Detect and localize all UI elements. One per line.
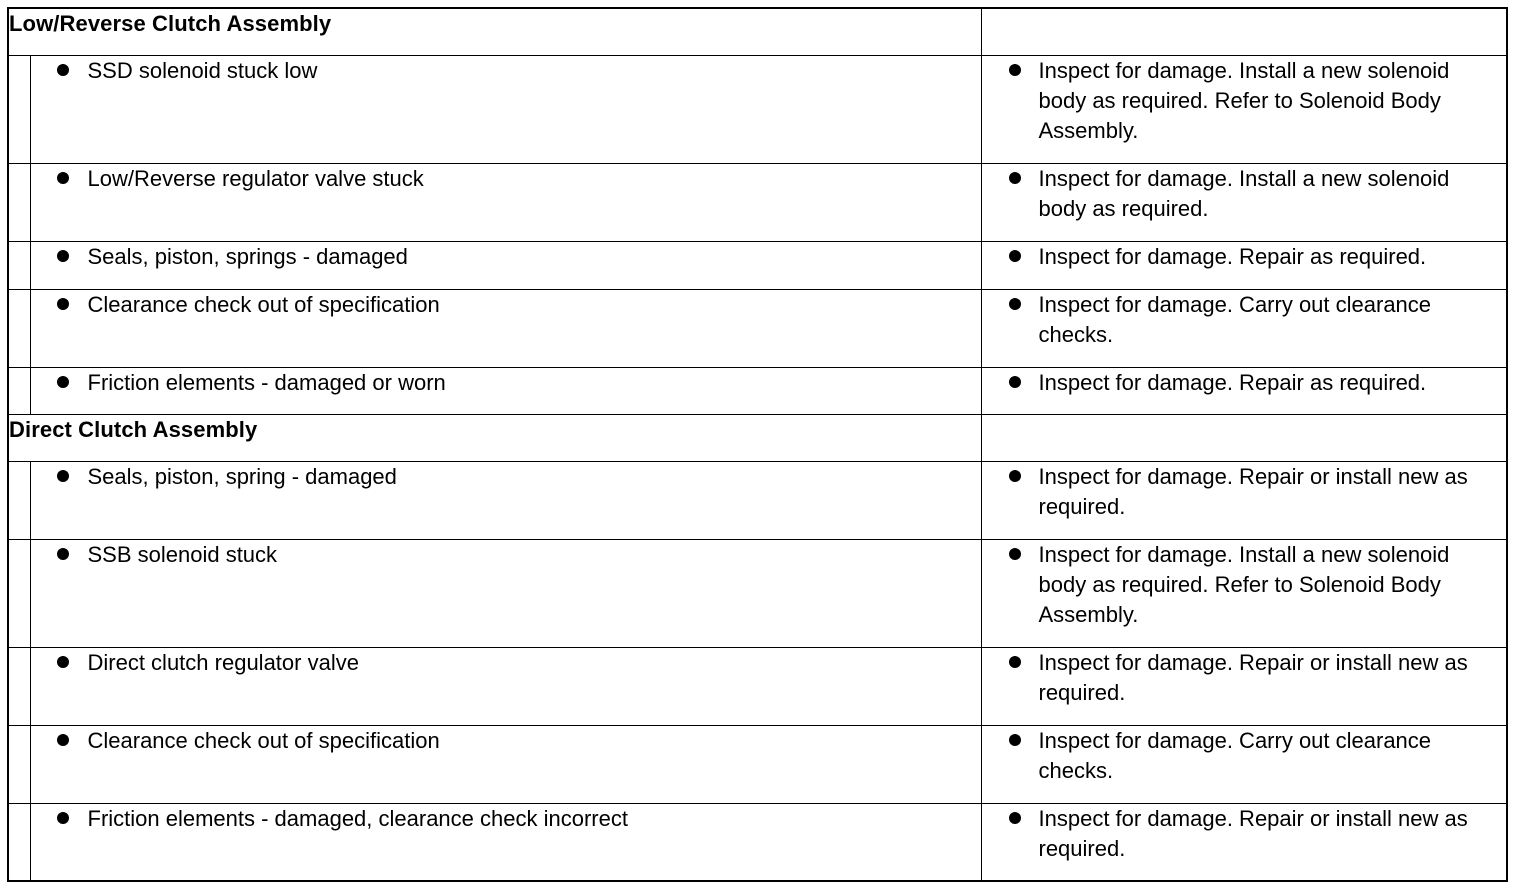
action-cell <box>981 726 1507 804</box>
table-row <box>8 368 1507 415</box>
action-text: Inspect for damage. Carry out clearance checks. <box>1038 292 1432 347</box>
bullet-icon <box>1009 734 1021 746</box>
cause-text: Direct clutch regulator valve <box>87 650 359 675</box>
cause-cell <box>30 726 981 804</box>
action-cell <box>981 164 1507 242</box>
action-cell <box>981 540 1507 648</box>
indent-cell <box>8 368 30 415</box>
indent-cell <box>8 242 30 290</box>
bullet-icon <box>57 656 69 668</box>
bullet-icon <box>57 470 69 482</box>
cause-item <box>31 648 981 678</box>
cause-cell <box>30 368 981 415</box>
action-item <box>982 726 1507 786</box>
bullet-icon <box>1009 172 1021 184</box>
bullet-icon <box>57 172 69 184</box>
cause-text: Friction elements - damaged, clearance check incorrect <box>87 806 628 831</box>
action-item <box>982 540 1507 630</box>
bullet-icon <box>1009 470 1021 482</box>
bullet-icon <box>57 376 69 388</box>
cause-cell <box>30 56 981 164</box>
indent-cell <box>8 164 30 242</box>
bullet-icon <box>1009 812 1021 824</box>
cause-item <box>31 368 981 398</box>
action-text: Inspect for damage. Repair or install new as required. <box>1038 806 1468 861</box>
action-cell <box>981 56 1507 164</box>
cause-cell <box>30 462 981 540</box>
table-row <box>8 726 1507 804</box>
action-text: Inspect for damage. Repair as required. <box>1038 370 1427 395</box>
section-title: Low/Reverse Clutch Assembly <box>8 8 981 56</box>
cause-cell <box>30 648 981 726</box>
action-cell <box>981 462 1507 540</box>
indent-cell <box>8 726 30 804</box>
cause-item <box>31 56 981 86</box>
diagnostic-table <box>7 7 1508 882</box>
diagnostic-table-body <box>8 8 1507 881</box>
indent-cell <box>8 804 30 881</box>
table-row <box>8 648 1507 726</box>
action-text: Inspect for damage. Install a new solenoid body as required. Refer to Solenoid Body Assembly. <box>1038 542 1450 627</box>
table-row <box>8 290 1507 368</box>
cause-cell <box>30 804 981 881</box>
cause-text: SSD solenoid stuck low <box>87 58 318 83</box>
bullet-icon <box>1009 298 1021 310</box>
action-text: Inspect for damage. Repair or install new as required. <box>1038 464 1468 519</box>
section-header-row <box>8 415 1507 462</box>
cause-item <box>31 462 981 492</box>
bullet-icon <box>57 298 69 310</box>
bullet-icon <box>57 548 69 560</box>
indent-cell <box>8 648 30 726</box>
cause-item <box>31 804 981 834</box>
cause-cell <box>30 164 981 242</box>
cause-item <box>31 726 981 756</box>
cause-text: SSB solenoid stuck <box>87 542 278 567</box>
bullet-icon <box>1009 250 1021 262</box>
action-cell <box>981 242 1507 290</box>
cause-item <box>31 242 981 272</box>
action-item <box>982 648 1507 708</box>
cause-item <box>31 540 981 570</box>
cause-text: Clearance check out of specification <box>87 728 440 753</box>
action-item <box>982 56 1507 146</box>
section-header-action-cell <box>981 8 1507 56</box>
section-header-action-cell <box>981 415 1507 462</box>
table-row <box>8 56 1507 164</box>
bullet-icon <box>57 250 69 262</box>
action-item <box>982 290 1507 350</box>
action-cell <box>981 648 1507 726</box>
cause-text: Clearance check out of specification <box>87 292 440 317</box>
action-cell <box>981 804 1507 881</box>
bullet-icon <box>1009 656 1021 668</box>
action-item <box>982 368 1507 398</box>
bullet-icon <box>1009 548 1021 560</box>
action-text: Inspect for damage. Install a new solenoid body as required. Refer to Solenoid Body Assembly. <box>1038 58 1450 143</box>
bullet-icon <box>1009 376 1021 388</box>
table-row <box>8 242 1507 290</box>
cause-cell <box>30 242 981 290</box>
bullet-icon <box>57 64 69 76</box>
bullet-icon <box>57 734 69 746</box>
cause-item <box>31 164 981 194</box>
cause-text: Friction elements - damaged or worn <box>87 370 446 395</box>
table-row <box>8 540 1507 648</box>
action-item <box>982 164 1507 224</box>
cause-cell <box>30 540 981 648</box>
bullet-icon <box>1009 64 1021 76</box>
action-item <box>982 242 1507 272</box>
section-header-row <box>8 8 1507 56</box>
action-text: Inspect for damage. Carry out clearance checks. <box>1038 728 1432 783</box>
cause-text: Low/Reverse regulator valve stuck <box>87 166 424 191</box>
indent-cell <box>8 290 30 368</box>
bullet-icon <box>57 812 69 824</box>
table-row <box>8 164 1507 242</box>
table-row <box>8 804 1507 881</box>
action-item <box>982 804 1507 864</box>
action-item <box>982 462 1507 522</box>
action-text: Inspect for damage. Repair or install new as required. <box>1038 650 1468 705</box>
cause-text: Seals, piston, springs - damaged <box>87 244 408 269</box>
section-title: Direct Clutch Assembly <box>8 415 981 462</box>
cause-item <box>31 290 981 320</box>
action-cell <box>981 368 1507 415</box>
indent-cell <box>8 462 30 540</box>
table-row <box>8 462 1507 540</box>
cause-text: Seals, piston, spring - damaged <box>87 464 397 489</box>
cause-cell <box>30 290 981 368</box>
action-text: Inspect for damage. Install a new solenoid body as required. <box>1038 166 1450 221</box>
action-text: Inspect for damage. Repair as required. <box>1038 244 1427 269</box>
action-cell <box>981 290 1507 368</box>
indent-cell <box>8 540 30 648</box>
indent-cell <box>8 56 30 164</box>
